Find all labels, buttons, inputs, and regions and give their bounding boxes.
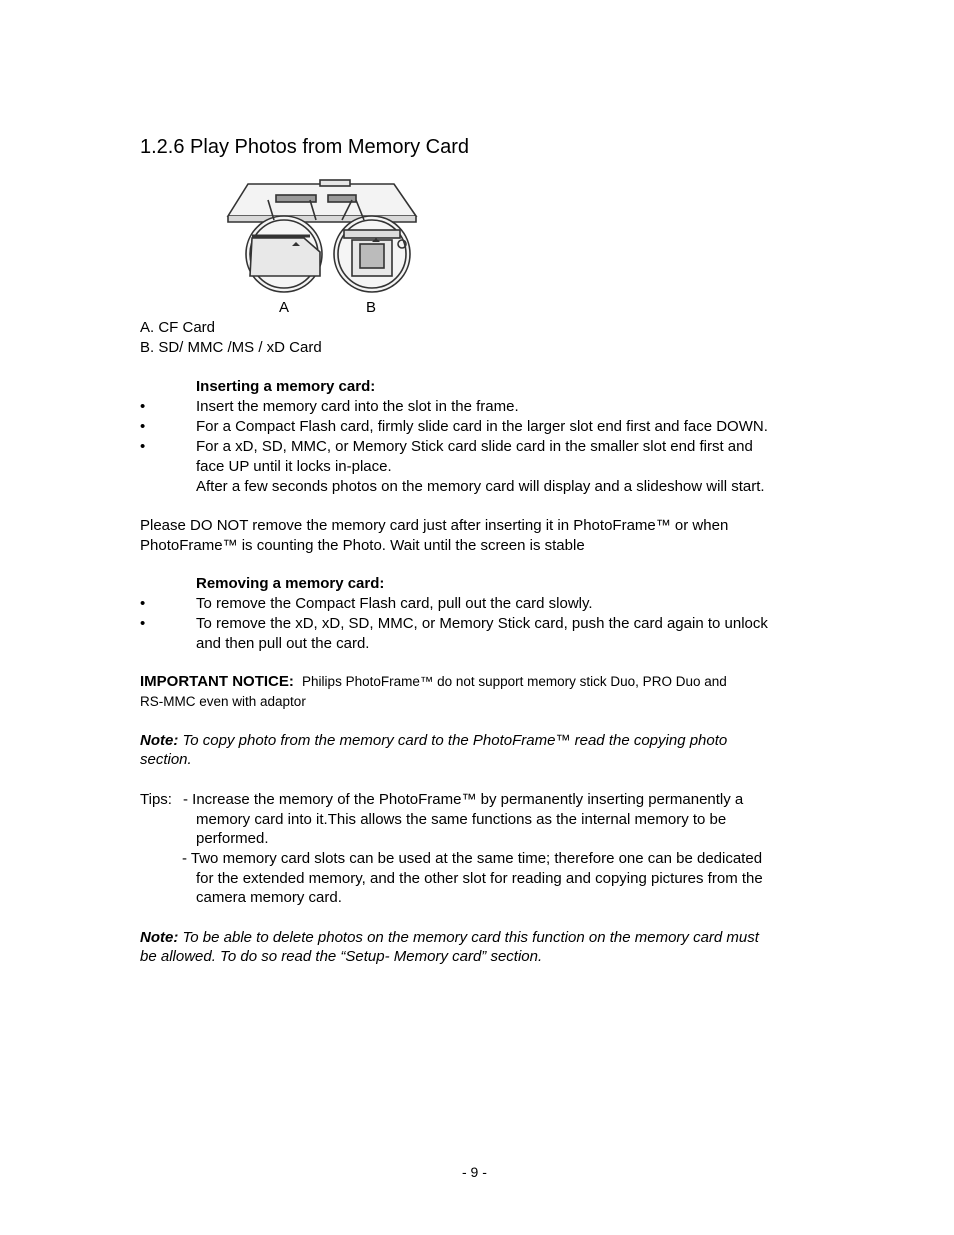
tip-line: performed. bbox=[196, 830, 269, 847]
warning-line: Please DO NOT remove the memory card just after inserting it in PhotoFrame™ or when bbox=[140, 517, 729, 534]
important-text: Philips PhotoFrame™ do not support memory stick Duo, PRO Duo and bbox=[302, 674, 727, 689]
section-title: 1.2.6 Play Photos from Memory Card bbox=[140, 136, 470, 158]
warning-line: PhotoFrame™ is counting the Photo. Wait until the screen is stable bbox=[140, 537, 585, 554]
legend-b: B. SD/ MMC /MS / xD Card bbox=[140, 339, 322, 356]
removing-heading: Removing a memory card: bbox=[196, 575, 385, 592]
list-item: Insert the memory card into the slot in the frame. bbox=[196, 398, 519, 415]
note-copy bbox=[140, 731, 727, 751]
inserting-heading: Inserting a memory card: bbox=[196, 378, 376, 395]
bullet-glyph: • bbox=[140, 398, 146, 415]
tips-label: Tips: bbox=[140, 791, 172, 808]
important-notice bbox=[140, 672, 727, 692]
important-text-continued: RS-MMC even with adaptor bbox=[140, 694, 306, 709]
figure-label-a: A bbox=[279, 299, 290, 316]
tip-line: for the extended memory, and the other slot for reading and copying pictures from the bbox=[196, 870, 763, 887]
bullet-glyph: • bbox=[140, 595, 146, 612]
bullet-glyph: • bbox=[140, 615, 146, 632]
tip-line: memory card into it.This allows the same functions as the internal memory to be bbox=[196, 811, 727, 828]
bullet-glyph: • bbox=[140, 438, 146, 455]
tip-line: - Two memory card slots can be used at the same time; therefore one can be dedicated bbox=[182, 850, 763, 867]
tip-line: - Increase the memory of the PhotoFrame™ by permanently inserting permanently a bbox=[183, 791, 744, 808]
memory-card-slot-illustration bbox=[224, 178, 420, 296]
list-item-continued: and then pull out the card. bbox=[196, 635, 370, 652]
note-label: Note: bbox=[140, 732, 179, 749]
page-number: - 9 - bbox=[462, 1164, 487, 1180]
list-item: To remove the xD, xD, SD, MMC, or Memory Stick card, push the card again to unlock bbox=[196, 615, 768, 632]
tip-line: camera memory card. bbox=[196, 889, 342, 906]
note-text-continued: be allowed. To do so read the “Setup- Memory card” section. bbox=[140, 948, 543, 965]
note-text: To be able to delete photos on the memory card this function on the memory card must bbox=[182, 929, 759, 946]
list-item-continued: After a few seconds photos on the memory card will display and a slideshow will start. bbox=[196, 478, 765, 495]
note-delete bbox=[140, 928, 759, 948]
list-item: To remove the Compact Flash card, pull out the card slowly. bbox=[196, 595, 593, 612]
note-text-continued: section. bbox=[140, 751, 192, 768]
legend-a: A. CF Card bbox=[140, 319, 216, 336]
list-item: For a Compact Flash card, firmly slide card in the larger slot end first and face DOWN. bbox=[196, 418, 768, 435]
figure-label-b: B bbox=[366, 299, 377, 316]
list-item-continued: face UP until it locks in-place. bbox=[196, 458, 392, 475]
bullet-glyph: • bbox=[140, 418, 146, 435]
note-text: To copy photo from the memory card to the PhotoFrame™ read the copying photo bbox=[182, 732, 728, 749]
important-label: IMPORTANT NOTICE: bbox=[140, 673, 294, 690]
note-label: Note: bbox=[140, 929, 179, 946]
list-item: For a xD, SD, MMC, or Memory Stick card slide card in the smaller slot end first and bbox=[196, 438, 753, 455]
